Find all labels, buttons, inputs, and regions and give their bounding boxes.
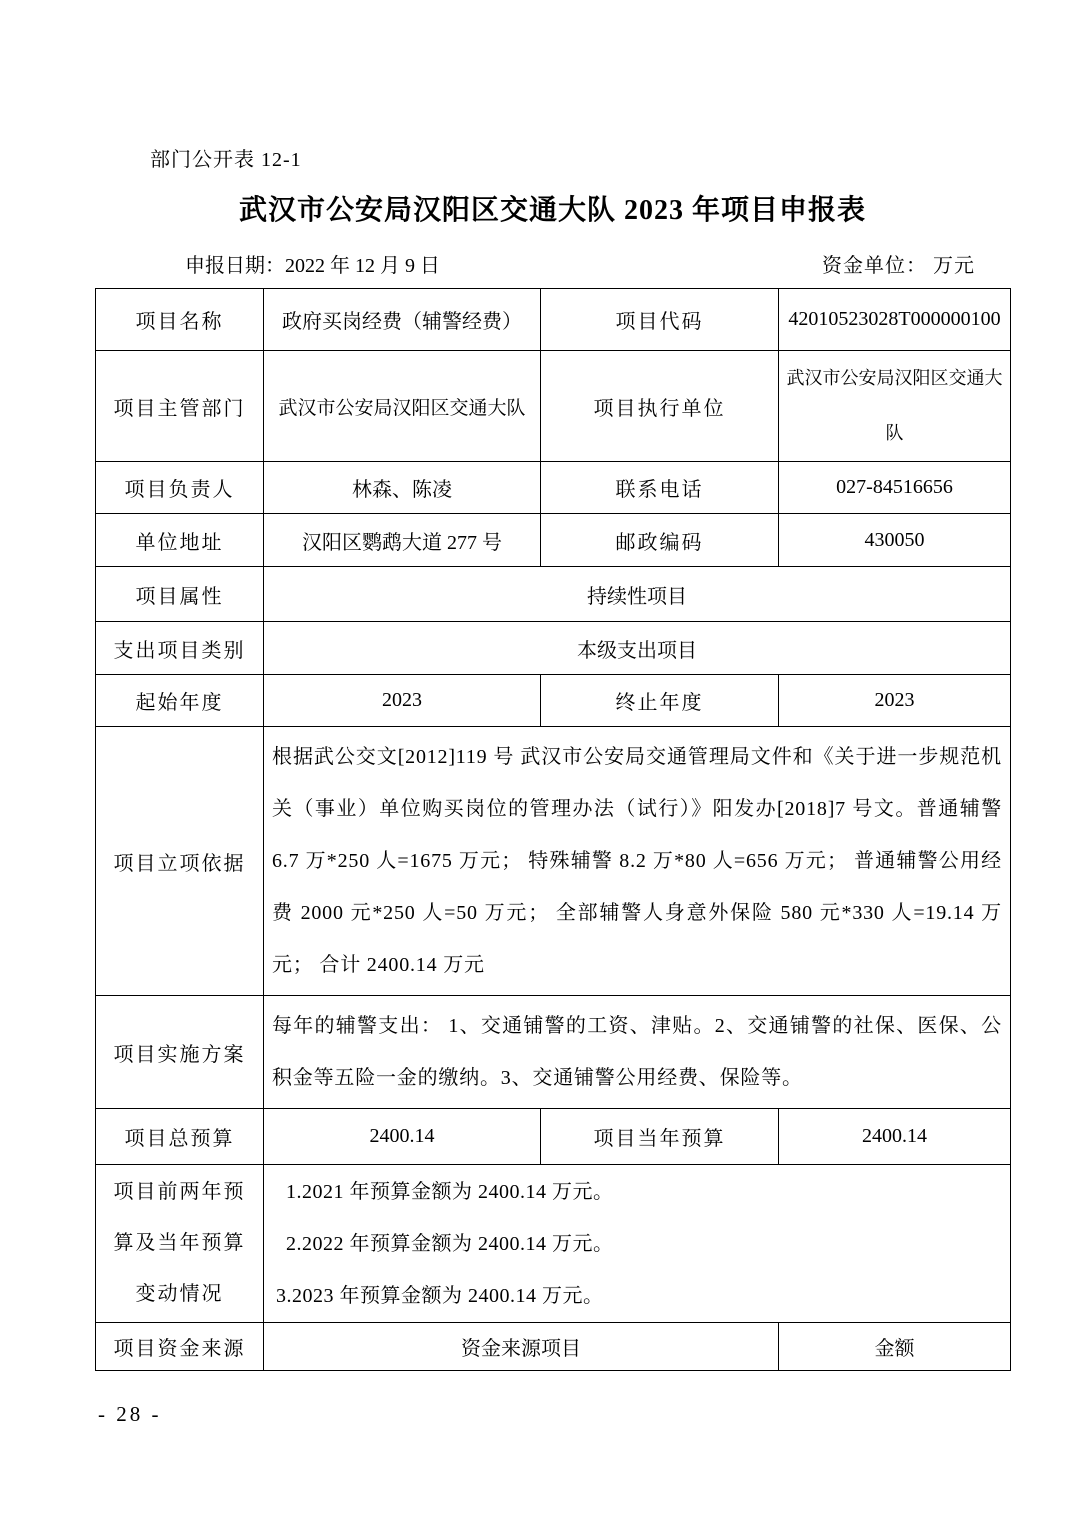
label-total-budget: 项目总预算 [96,1109,264,1165]
value-end-year: 2023 [779,675,1011,727]
row-funding-source [96,1323,1011,1371]
label-supervising-department: 项目主管部门 [96,351,264,462]
label-start-year: 起始年度 [96,675,264,727]
label-postal-code: 邮政编码 [541,514,779,567]
label-executing-unit: 项目执行单位 [541,351,779,462]
row-responsible-person [96,462,1011,514]
row-budget-history [96,1165,1011,1323]
value-budget-history [264,1165,1011,1323]
fund-unit-note: 资金单位： 万元 [822,255,975,277]
page-title: 武汉市公安局汉阳区交通大队 2023 年项目申报表 [238,195,866,226]
row-project-name [96,289,1011,351]
value-project-basis: 根据武公交文[2012]119 号 武汉市公安局交通管理局文件和《关于进一步规范机关（事业）单位购买岗位的管理办法（试行）》阳发办[2018]7 号文。普通辅警 6.7 万*250 人=1675 万元； 特殊辅警 8.2 万*80 人=656 万元； 普通辅警公用经费 2000 元*250 人=50 万元； 全部辅警人身意外保险 580 元*330 人=19.14 万元； 合计 2400.14 万元 [264,727,1011,996]
value-unit-address: 汉阳区鹦鹉大道 277 号 [264,514,541,567]
page-number: - 28 - [98,1402,162,1426]
budget-history-label-text: 项目前两年预算及当年预算变动情况 [113,1181,246,1305]
value-postal-code: 430050 [779,514,1011,567]
header-funding-source-item: 资金来源项目 [264,1323,779,1371]
value-responsible-person: 林森、陈凌 [264,462,541,514]
value-project-name: 政府买岗经费（辅警经费） [264,289,541,351]
row-implementation-plan [96,996,1011,1109]
value-supervising-department: 武汉市公安局汉阳区交通大队 [264,351,541,462]
row-department [96,351,1011,462]
label-end-year: 终止年度 [541,675,779,727]
label-implementation-plan: 项目实施方案 [96,996,264,1109]
label-project-name: 项目名称 [96,289,264,351]
label-contact-phone: 联系电话 [541,462,779,514]
row-years [96,675,1011,727]
label-funding-source: 项目资金来源 [96,1323,264,1371]
label-budget-history [96,1165,264,1323]
value-total-budget: 2400.14 [264,1109,541,1165]
value-expense-category: 本级支出项目 [264,622,1011,675]
label-unit-address: 单位地址 [96,514,264,567]
label-responsible-person: 项目负责人 [96,462,264,514]
value-project-attribute: 持续性项目 [264,567,1011,622]
budget-history-line-2022: 2.2022 年预算金额为 2400.14 万元。 [286,1232,614,1255]
row-project-basis [96,727,1011,996]
label-project-basis: 项目立项依据 [96,727,264,996]
budget-history-line-2023: 3.2023 年预算金额为 2400.14 万元。 [276,1284,604,1307]
row-budget [96,1109,1011,1165]
meta-row [95,249,1010,278]
label-project-code: 项目代码 [541,289,779,351]
value-implementation-plan: 每年的辅警支出： 1、交通铺警的工资、津贴。2、交通铺警的社保、医保、公积金等五险一金的缴纳。3、交通铺警公用经费、保险等。 [264,996,1011,1109]
label-current-year-budget: 项目当年预算 [541,1109,779,1165]
value-current-year-budget: 2400.14 [779,1109,1011,1165]
budget-history-line-2021: 1.2021 年预算金额为 2400.14 万元。 [286,1180,614,1203]
value-executing-unit: 武汉市公安局汉阳区交通大队 [779,351,1011,462]
header-funding-amount: 金额 [779,1323,1011,1371]
label-project-attribute: 项目属性 [96,567,264,622]
project-application-table [95,288,1011,1371]
value-project-code: 42010523028T000000100 [779,289,1011,351]
row-expense-category [96,622,1011,675]
form-number-label: 部门公开表 12-1 [150,149,302,171]
row-address [96,514,1011,567]
value-start-year: 2023 [264,675,541,727]
label-expense-category: 支出项目类别 [96,622,264,675]
value-contact-phone: 027-84516656 [779,462,1011,514]
declaration-date: 申报日期：2022 年 12 月 9 日 [185,255,440,277]
row-project-attribute [96,567,1011,622]
